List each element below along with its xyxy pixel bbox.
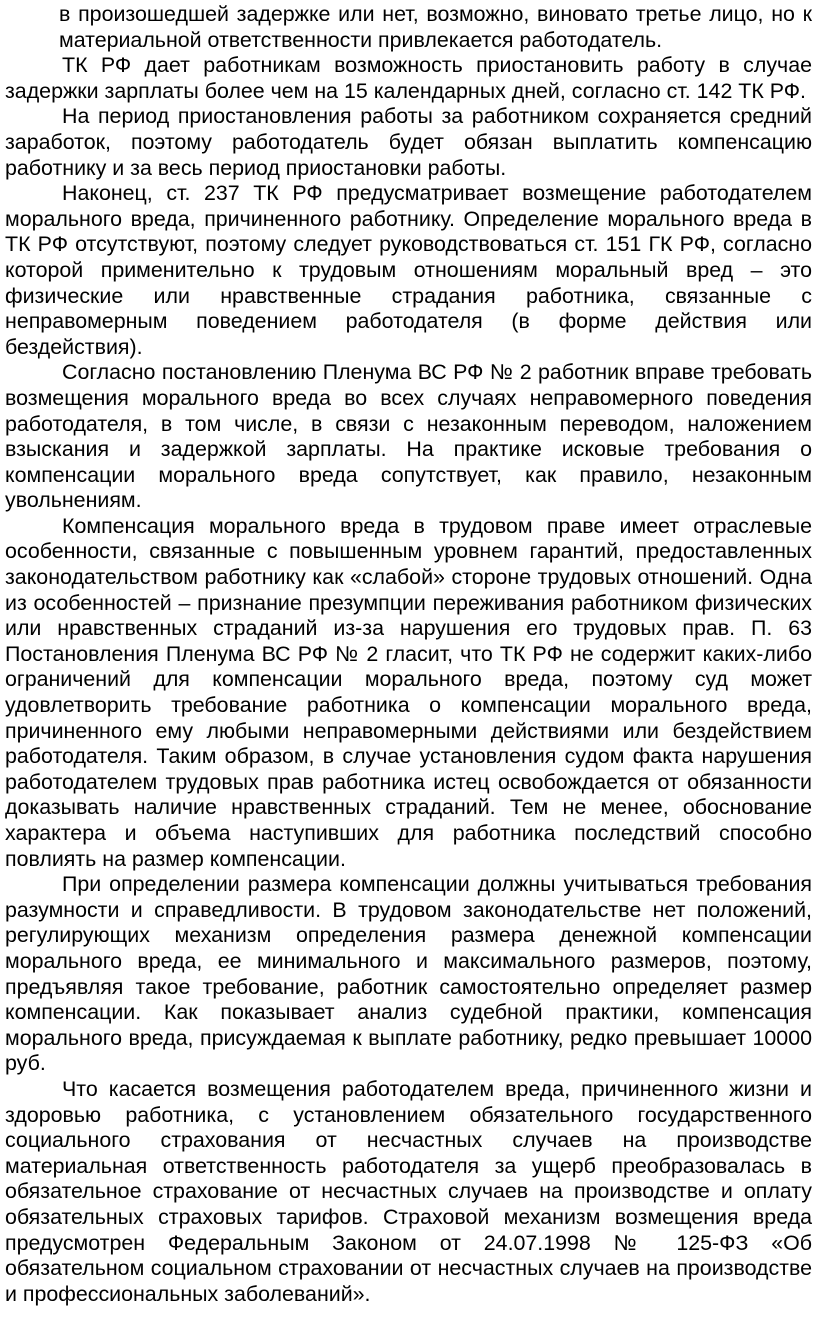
paragraph-moral-damage-definition: Наконец, ст. 237 ТК РФ предусматривает возмещение работодателем морального вреда, причиненного работнику. Определение морального вреда в ТК РФ отсутствуют, поэтому следует руководствоваться ст. 151 ГК РФ, согласно которой применительно к трудовым отношениям моральный вред – это физические или нравственные страдания работника, связанные с неправомерным поведением работодателя (в форме действия или бездействия). [5,181,812,359]
paragraph-health-damage-insurance: Что касается возмещения работодателем вреда, причиненного жизни и здоровью работника, с установлением обязательного государственного социального страхования от несчастных случаев на производстве материальная ответственность работодателя за ущерб преобразовалась в обязательное страхование от несчастных случаев на производстве и оплату обязательных страховых тарифов. Страховой механизм возмещения вреда предусмотрен Федеральным Законом от 24.07.1998 № 125-ФЗ «Об обязательном социальном страховании от несчастных случаев на производстве и профессиональных заболеваний». [5,1076,812,1306]
paragraph-average-earnings: На период приостановления работы за работником сохраняется средний заработок, поэтому работодатель будет обязан выплатить компенсацию работнику и за весь период приостановки работы. [5,104,812,180]
paragraph-work-suspension: ТК РФ дает работникам возможность приостановить работу в случае задержки зарплаты более чем на 15 календарных дней, согласно ст. 142 ТК РФ. [5,53,812,103]
paragraph-text: в произошедшей задержке или нет, возможно, виновато третье лицо, но к материальной ответственности привлекается работодатель. [59,2,812,52]
document-page [5,0,812,1307]
paragraph-continued-text [5,2,812,53]
paragraph-compensation-features: Компенсация морального вреда в трудовом праве имеет отраслевые особенности, связанные с повышенным уровнем гарантий, предоставленных законодательством работнику как «слабой» стороне трудовых отношений. Одна из особенностей – признание презумпции переживания работником физических или нравственных страданий из-за нарушения его трудовых прав. П. 63 Постановления Пленума ВС РФ № 2 гласит, что ТК РФ не содержит каких-либо ограничений для компенсации морального вреда, поэтому суд может удовлетворить требование работника о компенсации морального вреда, причиненного ему любыми неправомерными действиями или бездействием работодателя. Таким образом, в случае установления судом факта нарушения работодателем трудовых прав работника истец освобождается от обязанности доказывать наличие нравственных страданий. Тем не менее, обоснование характера и объема наступивших для работника последствий способно повлиять на размер компенсации. [5,513,812,871]
paragraph-compensation-amount: При определении размера компенсации должны учитываться требования разумности и справедливости. В трудовом законодательстве нет положений, регулирующих механизм определения размера денежной компенсации морального вреда, ее минимального и максимального размеров, поэтому, предъявляя такое требование, работник самостоятельно определяет размер компенсации. Как показывает анализ судебной практики, компенсация морального вреда, присуждаемая к выплате работнику, редко превышает 10000 руб. [5,872,812,1076]
paragraph-plenum-resolution: Согласно постановлению Пленума ВС РФ № 2 работник вправе требовать возмещения морального вреда во всех случаях неправомерного поведения работодателя, в том числе, в связи с незаконным переводом, наложением взыскания и задержкой зарплаты. На практике исковые требования о компенсации морального вреда сопутствует, как правило, незаконным увольнениям. [5,360,812,513]
